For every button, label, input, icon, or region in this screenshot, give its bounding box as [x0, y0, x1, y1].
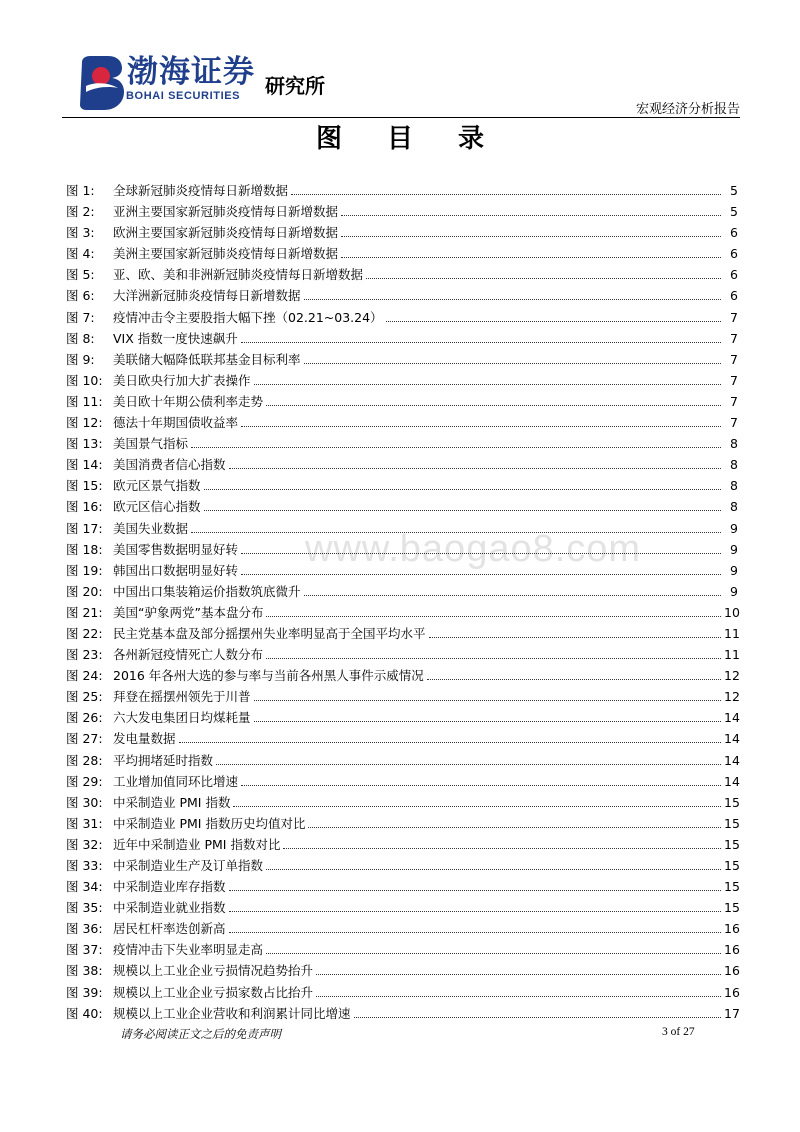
toc-entry-page: 5 [730, 204, 738, 220]
toc-entry-label: 图 10: [66, 372, 103, 388]
toc-entry-page: 17 [724, 1005, 740, 1021]
toc-entry[interactable] [66, 1003, 738, 1024]
toc-dot-leader [308, 827, 721, 828]
toc-entry-page: 11 [724, 647, 740, 663]
toc-entry-title: 美日欧央行加大扩表操作 [113, 372, 251, 388]
toc-entry-title: 平均拥堵延时指数 [113, 752, 214, 768]
toc-entry-title: 全球新冠肺炎疫情每日新增数据 [113, 183, 289, 198]
toc-entry[interactable] [66, 539, 738, 560]
toc-entry-title: 中采制造业库存指数 [113, 879, 226, 895]
toc-entry-page: 15 [724, 794, 740, 810]
toc-entry-page: 15 [724, 900, 740, 916]
toc-entry[interactable] [66, 644, 738, 665]
toc-entry[interactable] [66, 918, 738, 939]
toc-entry-title: 发电量数据 [113, 731, 176, 747]
company-name-en: BOHAI SECURITIES [126, 90, 241, 102]
toc-entry[interactable] [66, 728, 738, 749]
toc-entry-title: 疫情冲击下失业率明显走高 [113, 942, 264, 958]
toc-entry-title: 美联储大幅降低联邦基金目标利率 [113, 351, 301, 367]
toc-entry-title: 德法十年期国债收益率 [113, 415, 239, 431]
toc-entry-title: 中采制造业 PMI 指数历史均值对比 [113, 815, 306, 831]
toc-entry[interactable] [66, 686, 738, 707]
toc-entry[interactable] [66, 876, 738, 897]
toc-entry-label: 图 21: [66, 604, 103, 620]
toc-dot-leader [229, 890, 721, 891]
toc-entry-label: 图 38: [66, 963, 103, 979]
toc-entry-label: 图 30: [66, 794, 103, 810]
toc-entry[interactable] [66, 349, 738, 370]
toc-entry-title: 美国景气指标 [113, 436, 189, 452]
toc-entry-label: 图 27: [66, 731, 103, 747]
toc-entry-page: 14 [724, 710, 740, 726]
toc-dot-leader [341, 236, 721, 237]
toc-dot-leader [266, 658, 721, 659]
toc-entry-title: 亚、欧、美和非洲新冠肺炎疫情每日新增数据 [113, 267, 364, 283]
toc-entry-page: 7 [730, 393, 738, 409]
toc-entry-label: 图 3: [66, 225, 95, 241]
toc-entry-title: 美国“驴象两党”基本盘分布 [113, 604, 264, 620]
toc-entry-title: 中国出口集装箱运价指数筑底微升 [113, 583, 301, 599]
toc-entry-label: 图 35: [66, 900, 103, 916]
toc-entry-label: 图 32: [66, 836, 103, 852]
toc-dot-leader [204, 510, 721, 511]
toc-entry-page: 9 [730, 541, 738, 557]
toc-entry[interactable] [66, 792, 738, 813]
toc-entry-label: 图 29: [66, 773, 103, 789]
toc-entry-page: 15 [724, 815, 740, 831]
toc-entry-title: 美日欧十年期公债利率走势 [113, 393, 264, 409]
toc-entry-label: 图 36: [66, 921, 103, 937]
toc-dot-leader [241, 574, 721, 575]
toc-dot-leader [283, 848, 721, 849]
toc-entry[interactable] [66, 243, 738, 264]
toc-entry-label: 图 25: [66, 689, 103, 705]
toc-entry-page: 9 [730, 562, 738, 578]
toc-entry[interactable] [66, 370, 738, 391]
toc-entry-page: 7 [730, 330, 738, 346]
toc-entry-label: 图 24: [66, 668, 103, 684]
toc-entry[interactable] [66, 475, 738, 496]
toc-entry[interactable] [66, 813, 738, 834]
toc-dot-leader [233, 806, 721, 807]
toc-entry[interactable] [66, 602, 738, 623]
toc-entry-page: 8 [730, 499, 738, 515]
toc-entry-label: 图 15: [66, 478, 103, 494]
toc-entry-title: 大洋洲新冠肺炎疫情每日新增数据 [113, 288, 301, 304]
page-header [0, 0, 800, 120]
toc-entry-label: 图 12: [66, 415, 103, 431]
institute-name: 研究所 [265, 74, 325, 98]
toc-entry-label: 图 18: [66, 541, 103, 557]
toc-entry[interactable] [66, 328, 738, 349]
toc-entry-label: 图 28: [66, 752, 103, 768]
toc-entry-label: 图 11: [66, 393, 103, 409]
toc-entry[interactable] [66, 454, 738, 475]
toc-entry-title: 规模以上工业企业营收和利润累计同比增速 [113, 1005, 351, 1021]
toc-entry-page: 8 [730, 436, 738, 452]
toc-entry-label: 图 16: [66, 499, 103, 515]
toc-entry[interactable] [66, 222, 738, 243]
toc-dot-leader [241, 426, 721, 427]
toc-dot-leader [241, 785, 721, 786]
toc-entry-title: 欧元区信心指数 [113, 499, 201, 515]
toc-entry-page: 9 [730, 520, 738, 536]
toc-entry-page: 15 [724, 858, 740, 873]
watermark: www.baogao8.com [305, 528, 642, 570]
toc-entry[interactable] [66, 433, 738, 454]
toc-entry-page: 8 [730, 457, 738, 473]
toc-entry-label: 图 23: [66, 647, 103, 663]
toc-entry-label: 图 2: [66, 204, 95, 220]
toc-entry-page: 16 [724, 984, 740, 1000]
toc-entry-title: VIX 指数一度快速飙升 [113, 330, 238, 346]
toc-entry-title: 中采制造业 PMI 指数 [113, 794, 231, 810]
toc-dot-leader [229, 468, 721, 469]
toc-dot-leader [341, 257, 721, 258]
toc-entry-label: 图 7: [66, 309, 95, 325]
toc-entry-title: 规模以上工业企业亏损情况趋势抬升 [113, 963, 314, 979]
page-title: 图 目 录 [315, 124, 503, 154]
toc-entry-label: 图 5: [66, 267, 95, 283]
toc-entry-label: 图 19: [66, 562, 103, 578]
toc-entry[interactable] [66, 391, 738, 412]
toc-entry-label: 图 1: [66, 183, 95, 198]
toc-entry-page: 6 [730, 246, 738, 262]
toc-dot-leader [429, 637, 721, 638]
toc-dot-leader [241, 553, 721, 554]
toc-entry[interactable] [66, 834, 738, 855]
toc-entry[interactable] [66, 982, 738, 1003]
header-divider [62, 117, 740, 118]
toc-entry-page: 12 [724, 668, 740, 684]
toc-entry-title: 拜登在摇摆州领先于川普 [113, 689, 251, 705]
toc-dot-leader [191, 447, 721, 448]
toc-entry-page: 14 [724, 773, 740, 789]
toc-entry-label: 图 39: [66, 984, 103, 1000]
toc-entry[interactable] [66, 897, 738, 918]
toc-entry[interactable] [66, 581, 738, 602]
toc-entry-title: 六大发电集团日均煤耗量 [113, 710, 251, 726]
bohai-logo-icon [78, 56, 124, 110]
toc-entry-label: 图 17: [66, 520, 103, 536]
toc-entry-title: 中采制造业就业指数 [113, 900, 226, 916]
toc-entry-page: 9 [730, 583, 738, 599]
toc-entry[interactable] [66, 496, 738, 517]
toc-dot-leader [266, 616, 721, 617]
toc-entry-label: 图 14: [66, 457, 103, 473]
toc-dot-leader [316, 996, 721, 997]
toc-dot-leader [266, 405, 721, 406]
toc-entry-page: 11 [724, 625, 740, 641]
toc-dot-leader [216, 764, 721, 765]
toc-entry[interactable] [66, 939, 738, 960]
toc-entry-title: 民主党基本盘及部分摇摆州失业率明显高于全国平均水平 [113, 625, 426, 641]
toc-entry-page: 16 [724, 942, 740, 958]
toc-entry[interactable] [66, 518, 738, 539]
toc-entry-label: 图 33: [66, 858, 103, 873]
toc-entry-page: 7 [730, 351, 738, 367]
toc-entry-page: 16 [724, 963, 740, 979]
toc-dot-leader [191, 532, 721, 533]
toc-entry[interactable] [66, 771, 738, 792]
toc-dot-leader [304, 299, 721, 300]
toc-dot-leader [241, 342, 721, 343]
toc-entry-label: 图 37: [66, 942, 103, 958]
toc-entry-title: 美国失业数据 [113, 520, 189, 536]
toc-dot-leader [266, 869, 721, 870]
toc-dot-leader [254, 384, 721, 385]
page-footer [0, 1026, 800, 1066]
toc-entry-page: 6 [730, 225, 738, 241]
toc-entry-title: 美国零售数据明显好转 [113, 541, 239, 557]
company-name-cn: 渤海证券 [127, 54, 255, 90]
figure-table-of-contents [66, 180, 738, 1024]
disclaimer-note: 请务必阅读正文之后的免责声明 [120, 1027, 281, 1041]
toc-entry-page: 14 [724, 731, 740, 747]
toc-entry[interactable] [66, 623, 738, 644]
toc-dot-leader [304, 363, 721, 364]
toc-dot-leader [266, 953, 721, 954]
toc-entry-label: 图 22: [66, 625, 103, 641]
toc-entry-title: 欧洲主要国家新冠肺炎疫情每日新增数据 [113, 225, 339, 241]
toc-entry-label: 图 4: [66, 246, 95, 262]
toc-entry-page: 7 [730, 372, 738, 388]
toc-entry-title: 居民杠杆率迭创新高 [113, 921, 226, 937]
toc-entry-page: 15 [724, 836, 740, 852]
toc-entry-title: 规模以上工业企业亏损家数占比抬升 [113, 984, 314, 1000]
toc-entry-label: 图 13: [66, 436, 103, 452]
toc-dot-leader [316, 974, 721, 975]
toc-entry-label: 图 40: [66, 1005, 103, 1021]
toc-entry-label: 图 31: [66, 815, 103, 831]
toc-dot-leader [366, 278, 721, 279]
toc-entry-page: 6 [730, 288, 738, 304]
toc-entry-title: 欧元区景气指数 [113, 478, 201, 494]
toc-dot-leader [341, 215, 721, 216]
toc-entry-title: 中采制造业生产及订单指数 [113, 858, 264, 873]
toc-entry-label: 图 34: [66, 879, 103, 895]
toc-entry[interactable] [66, 285, 738, 306]
toc-entry-title: 亚洲主要国家新冠肺炎疫情每日新增数据 [113, 204, 339, 220]
toc-entry[interactable] [66, 307, 738, 328]
toc-entry[interactable] [66, 960, 738, 981]
toc-entry[interactable] [66, 855, 738, 876]
toc-entry-label: 图 26: [66, 710, 103, 726]
toc-dot-leader [304, 595, 721, 596]
toc-entry-page: 16 [724, 921, 740, 937]
toc-dot-leader [179, 742, 721, 743]
toc-entry-page: 7 [730, 415, 738, 431]
toc-entry[interactable] [66, 201, 738, 222]
toc-entry[interactable] [66, 707, 738, 728]
toc-entry-label: 图 6: [66, 288, 95, 304]
toc-entry-page: 10 [724, 604, 740, 620]
toc-entry-title: 美国消费者信心指数 [113, 457, 226, 473]
toc-entry[interactable] [66, 264, 738, 285]
toc-entry[interactable] [66, 560, 738, 581]
toc-entry-title: 疫情冲击令主要股指大幅下挫（02.21~03.24） [113, 309, 383, 325]
toc-entry-label: 图 20: [66, 583, 103, 599]
toc-entry[interactable] [66, 750, 738, 771]
toc-dot-leader [427, 679, 721, 680]
toc-entry-page: 7 [730, 309, 738, 325]
toc-entry-title: 各州新冠疫情死亡人数分布 [113, 647, 264, 663]
toc-entry-page: 8 [730, 478, 738, 494]
toc-entry[interactable] [66, 180, 738, 201]
toc-entry-page: 14 [724, 752, 740, 768]
toc-dot-leader [291, 194, 721, 195]
toc-entry-label: 图 8: [66, 330, 95, 346]
toc-entry-page: 5 [730, 183, 738, 198]
toc-dot-leader [229, 911, 721, 912]
toc-entry-page: 12 [724, 689, 740, 705]
toc-dot-leader [254, 721, 721, 722]
toc-dot-leader [386, 321, 721, 322]
toc-entry-title: 韩国出口数据明显好转 [113, 562, 239, 578]
toc-entry-title: 工业增加值同环比增速 [113, 773, 239, 789]
toc-entry-page: 6 [730, 267, 738, 283]
toc-entry[interactable] [66, 665, 738, 686]
toc-entry-title: 近年中采制造业 PMI 指数对比 [113, 836, 281, 852]
toc-dot-leader [354, 1017, 721, 1018]
toc-dot-leader [229, 932, 721, 933]
toc-entry-label: 图 9: [66, 351, 95, 367]
page-indicator: 3 of 27 [662, 1026, 695, 1038]
report-type: 宏观经济分析报告 [635, 102, 740, 117]
toc-dot-leader [204, 489, 721, 490]
toc-entry[interactable] [66, 412, 738, 433]
toc-entry-page: 15 [724, 879, 740, 895]
toc-dot-leader [254, 700, 721, 701]
toc-entry-title: 美洲主要国家新冠肺炎疫情每日新增数据 [113, 246, 339, 262]
toc-entry-title: 2016 年各州大选的参与率与当前各州黑人事件示威情况 [113, 668, 424, 684]
